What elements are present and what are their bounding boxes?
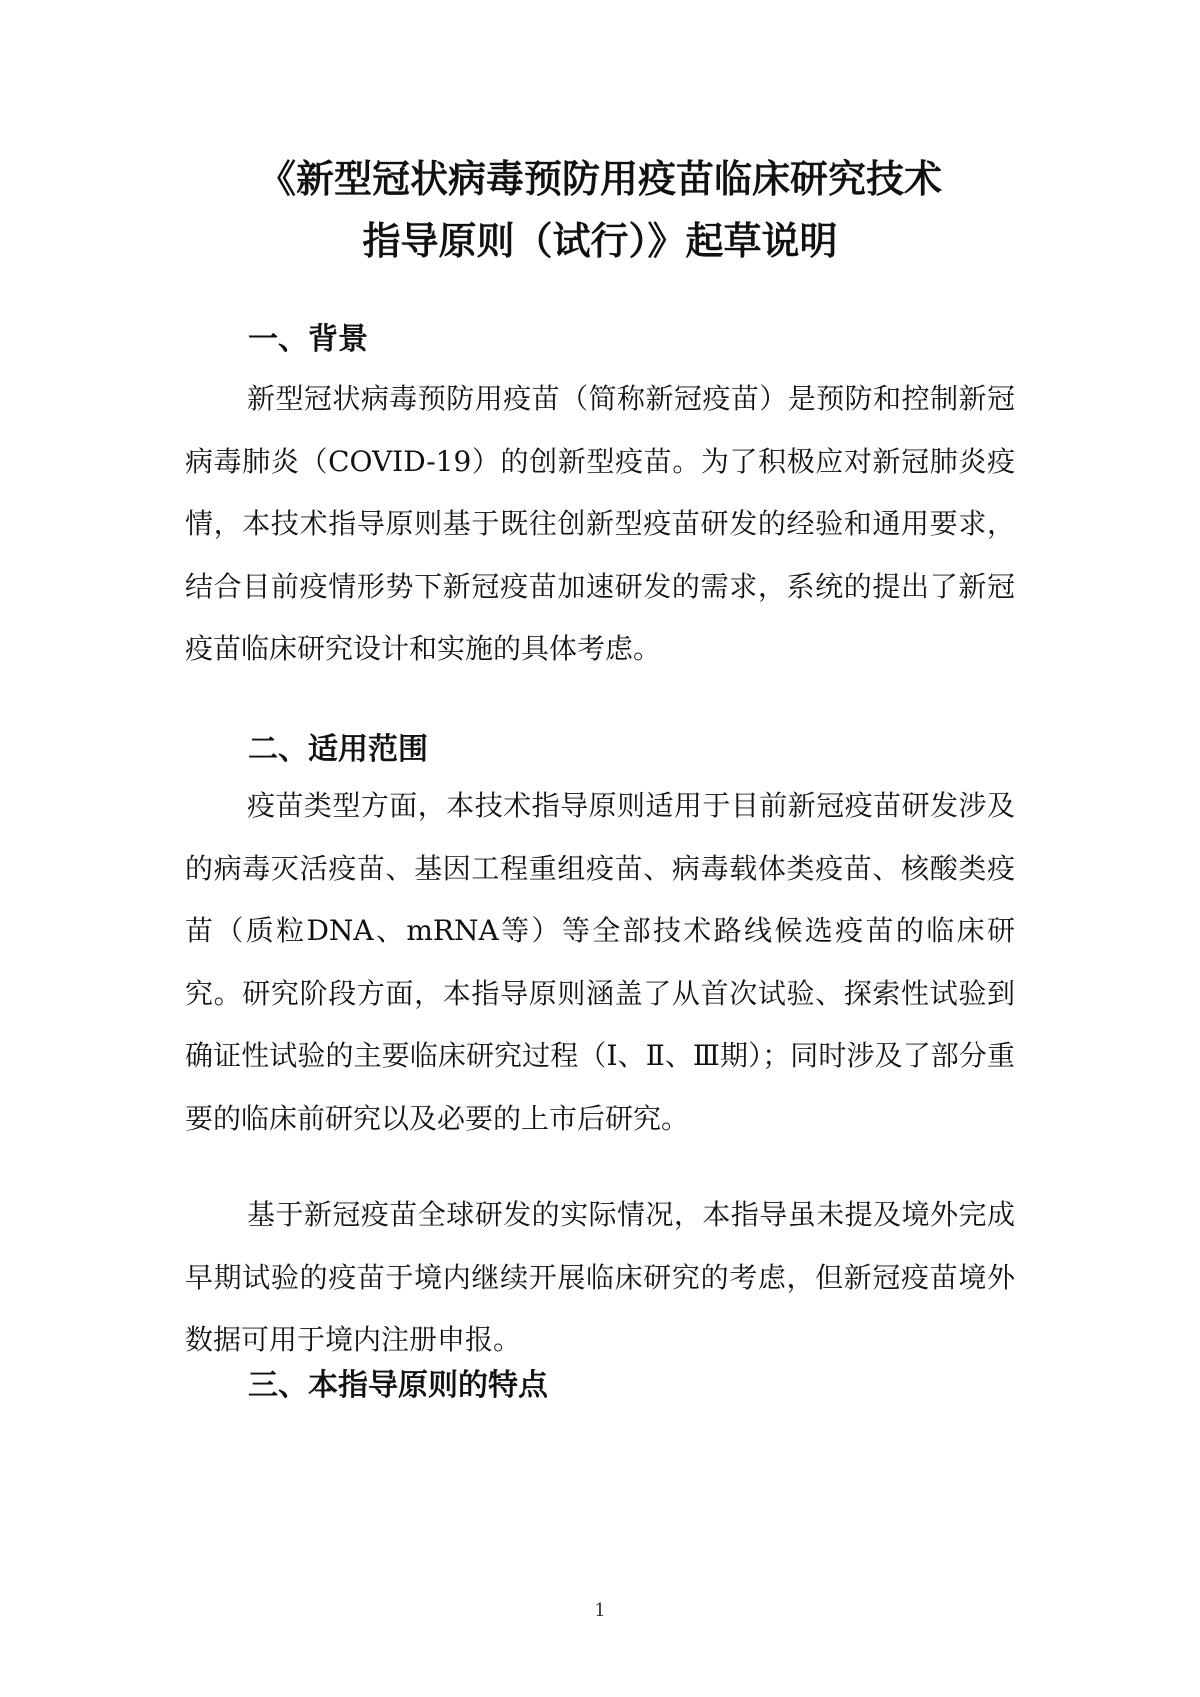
document-title-line-1: 《新型冠状病毒预防用疫苗临床研究技术 <box>257 157 942 201</box>
document-title-line-2: 指导原则（试行）》起草说明 <box>362 219 838 263</box>
page-number: 1 <box>594 1600 606 1621</box>
paragraph-scope-2: 基于新冠疫苗全球研发的实际情况，本指导虽未提及境外完成早期试验的疫苗于境内继续开展临床研究的考虑，但新冠疫苗境外数据可用于境内注册申报。 <box>185 1198 1015 1356</box>
paragraph-background: 新型冠状病毒预防用疫苗（简称新冠疫苗）是预防和控制新冠病毒肺炎（COVID-19）的创新型疫苗。为了积极应对新冠肺炎疫情，本技术指导原则基于既往创新型疫苗研发的经验和通用要求，结合目前疫情形势下新冠疫苗加速研发的需求，系统的提出了新冠疫苗临床研究设计和实施的具体考虑。 <box>185 382 1015 665</box>
section-heading-features: 三、本指导原则的特点 <box>248 1368 548 1403</box>
section-heading-background: 一、背景 <box>248 322 368 357</box>
section-heading-scope: 二、适用范围 <box>248 732 428 767</box>
paragraph-scope-1: 疫苗类型方面，本技术指导原则适用于目前新冠疫苗研发涉及的病毒灭活疫苗、基因工程重组疫苗、病毒载体类疫苗、核酸类疫苗（质粒DNA、mRNA等）等全部技术路线候选疫苗的临床研究。研究阶段方面，本指导原则涵盖了从首次试验、探索性试验到确证性试验的主要临床研究过程（Ⅰ、Ⅱ、Ⅲ期）；同时涉及了部分重要的临床前研究以及必要的上市后研究。 <box>185 789 1015 1135</box>
